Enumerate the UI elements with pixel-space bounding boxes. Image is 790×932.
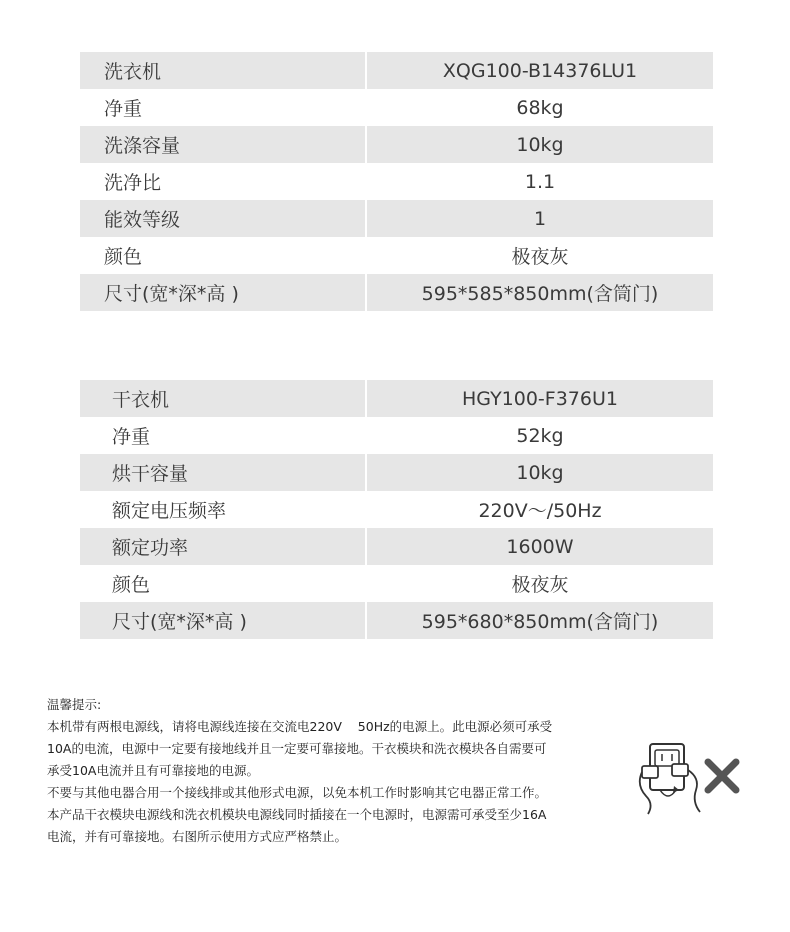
spec-label: 烘干容量 (112, 463, 189, 485)
power-strip-prohibited-icon (638, 730, 748, 820)
warm-tips-line: 不要与其他电器合用一个接线排或其他形式电源，以免本机工作时影响其它电器正常工作。 (47, 785, 548, 800)
table-row (80, 491, 713, 528)
spec-value: XQG100-B14376LU1 (442, 59, 638, 82)
warm-tips-title: 温馨提示: (47, 697, 102, 712)
spec-label: 洗衣机 (104, 61, 162, 83)
spec-label: 额定功率 (112, 537, 189, 559)
spec-value: 10kg (516, 133, 564, 156)
spec-value: 10kg (516, 461, 564, 484)
spec-value: 极夜灰 (511, 574, 569, 596)
table-row (80, 528, 713, 565)
spec-value: 595*585*850mm(含筒门) (421, 283, 659, 305)
spec-value: 1600W (506, 535, 574, 558)
warm-tips-line: 本机带有两根电源线，请将电源线连接在交流电220V 50Hz的电源上。此电源必须可承受 (47, 719, 553, 734)
spec-label: 洗涤容量 (104, 135, 181, 157)
washer-spec-table (80, 52, 713, 311)
warm-tips (47, 694, 637, 848)
spec-value: 68kg (516, 96, 564, 119)
spec-value: 极夜灰 (511, 246, 569, 268)
table-row (80, 200, 713, 237)
warm-tips-line: 电流，并有可靠接地。右图所示使用方式应严格禁止。 (47, 829, 348, 844)
table-row (80, 237, 713, 274)
table-row (80, 454, 713, 491)
spec-value: 220V～/50Hz (478, 500, 602, 522)
spec-label: 颜色 (112, 574, 151, 596)
spec-label: 额定电压频率 (112, 500, 227, 522)
table-row (80, 126, 713, 163)
spec-label: 干衣机 (112, 389, 170, 411)
dryer-spec-table (80, 380, 713, 639)
table-row (80, 380, 713, 417)
table-row (80, 565, 713, 602)
spec-label: 净重 (104, 98, 143, 120)
power-strip-illustration (638, 730, 748, 820)
spec-label: 尺寸(宽*深*高 ) (112, 611, 247, 633)
warm-tips-line: 承受10A电流并且有可靠接地的电源。 (47, 763, 259, 778)
table-row (80, 602, 713, 639)
warm-tips-line: 本产品干衣模块电源线和洗衣机模块电源线同时插接在一个电源时，电源需可承受至少16A (47, 807, 547, 822)
table-row (80, 417, 713, 454)
spec-label: 净重 (112, 426, 151, 448)
spec-value: HGY100-F376U1 (462, 387, 618, 410)
spec-label: 尺寸(宽*深*高 ) (104, 283, 239, 305)
spec-value: 1 (533, 207, 547, 230)
spec-value: 1.1 (524, 170, 556, 193)
warm-tips-line: 10A的电流，电源中一定要有接地线并且一定要可靠接地。干衣模块和洗衣模块各自需要可 (47, 741, 547, 756)
spec-value: 52kg (516, 424, 564, 447)
spec-label: 洗净比 (104, 172, 162, 194)
table-row (80, 274, 713, 311)
table-row (80, 89, 713, 126)
table-row (80, 52, 713, 89)
spec-label: 颜色 (104, 246, 143, 268)
spec-label: 能效等级 (104, 209, 181, 231)
spec-value: 595*680*850mm(含筒门) (421, 611, 659, 633)
table-row (80, 163, 713, 200)
